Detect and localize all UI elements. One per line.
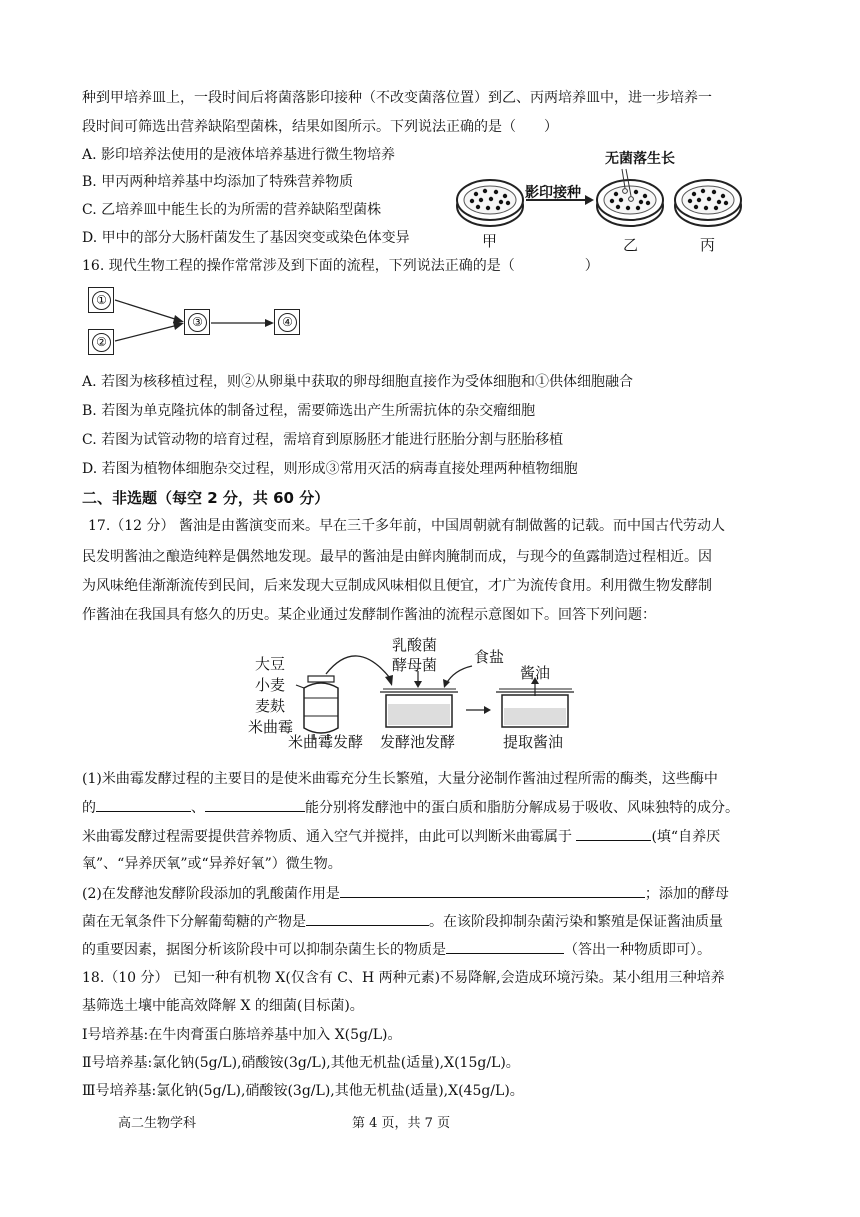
dish-bing — [675, 180, 741, 226]
q17-intro-line1: 17.（12 分） 酱油是由酱演变而来。早在三千多年前，中国周朝就有制做酱的记载。而中国古代劳动人 — [88, 518, 725, 534]
q15-stem-line2: 段时间可筛选出营养缺陷型菌株，结果如图所示。下列说法正确的是（ ） — [82, 119, 558, 135]
q17-intro-line3: 为风味绝佳渐渐流传到民间，后来发现大豆制成风味相似且便宜，才广为流传食用。利用微生物发酵制 — [82, 578, 712, 594]
q15-option-c: C. 乙培养皿中能生长的为所需的营养缺陷型菌株 — [82, 202, 382, 218]
microbe-yeast: 酵母菌 — [392, 656, 438, 674]
dish-label-jia: 甲 — [482, 232, 498, 250]
flow-node-4: ④ — [274, 309, 300, 335]
answer-blank-2[interactable] — [205, 797, 305, 812]
fermentation-pool — [380, 689, 458, 727]
q18-line2: 基筛选土壤中能高效降解 X 的细菌(目标菌)。 — [82, 998, 364, 1014]
dish-label-yi: 乙 — [623, 236, 639, 254]
transfer-arrow-label: 影印接种 — [525, 185, 581, 201]
answer-blank-4[interactable] — [340, 883, 645, 898]
ingredient-bran: 麦麸 — [255, 697, 286, 715]
stage-aspergillus: 米曲霉发酵 — [288, 733, 364, 751]
flow-node-3: ③ — [184, 309, 210, 335]
answer-blank-6[interactable] — [446, 939, 564, 954]
microbe-lactic: 乳酸菌 — [392, 636, 438, 654]
salt-label: 食盐 — [474, 648, 505, 666]
dish-label-bing: 丙 — [700, 236, 716, 254]
q15-option-b: B. 甲丙两种培养基中均添加了特殊营养物质 — [82, 174, 354, 190]
q17-p1-line1: (1)米曲霉发酵过程的主要目的是使米曲霉充分生长繁殖，大量分泌制作酱油过程所需的酶类，这些酶中 — [82, 771, 718, 787]
q17-p1-line2: 的 、 能分别将发酵池中的蛋白质和脂肪分解成易于吸收、风味独特的成分。 — [82, 797, 739, 818]
q17-p2-line1: (2)在发酵池发酵阶段添加的乳酸菌作用是 ；添加的酵母 — [82, 883, 729, 904]
extraction-pool — [496, 677, 574, 727]
flow-node-1: ① — [88, 287, 114, 313]
q16-stem: 16. 现代生物工程的操作常常涉及到下面的流程，下列说法正确的是（ ） — [82, 258, 599, 274]
answer-blank-5[interactable] — [306, 911, 429, 926]
answer-blank-3[interactable] — [576, 826, 651, 841]
q15-option-a: A. 影印培养法使用的是液体培养基进行微生物培养 — [82, 147, 396, 163]
section-heading: 二、非选题（每空 2 分，共 60 分） — [82, 489, 330, 507]
q16-option-a: A. 若图为核移植过程，则②从卵巢中获取的卵母细胞直接作为受体细胞和①供体细胞融合 — [82, 374, 634, 390]
q17-p2-line2: 菌在无氧条件下分解葡萄糖的产物是 。在该阶段抑制杂菌污染和繁殖是保证酱油质量 — [82, 911, 723, 932]
dish-yi — [597, 169, 663, 226]
q15-option-d: D. 甲中的部分大肠杆菌发生了基因突变或染色体变异 — [82, 230, 410, 246]
q17-p2-line3: 的重要因素，据图分析该阶段中可以抑制杂菌生长的物质是 （答出一种物质即可）。 — [82, 939, 711, 960]
q17-p1-line4: 氧”、“异养厌氧”或“异养好氧”）微生物。 — [82, 856, 342, 872]
q17-intro-line4: 作酱油在我国具有悠久的历史。某企业通过发酵制作酱油的流程示意图如下。回答下列问题： — [82, 607, 656, 623]
footer-subject: 高二生物学科 — [118, 1116, 197, 1131]
stage-extract: 提取酱油 — [503, 733, 564, 751]
answer-blank-1[interactable] — [96, 797, 191, 812]
q18-line1: 18.（10 分） 已知一种有机物 X(仅含有 C、H 两种元素)不易降解,会造成环境污染。某小组用三种培养 — [82, 970, 725, 986]
no-colony-label: 无菌落生长 — [605, 151, 675, 167]
q17-intro-line2: 民发明酱油之酿造纯粹是偶然地发现。最早的酱油是由鲜肉腌制而成，与现今的鱼露制造过程相近。因 — [82, 549, 712, 565]
stage-pool: 发酵池发酵 — [380, 733, 456, 751]
q16-option-d: D. 若图为植物体细胞杂交过程，则形成③常用灭活的病毒直接处理两种植物细胞 — [82, 461, 578, 477]
footer-page-number: 第 4 页，共 7 页 — [352, 1116, 451, 1131]
ingredient-aspergillus: 米曲霉 — [248, 718, 294, 736]
q16-option-c: C. 若图为试管动物的培育过程，需培育到原肠胚才能进行胚胎分割与胚胎移植 — [82, 432, 564, 448]
q18-medium-3: Ⅲ号培养基:氯化钠(5g/L),硝酸铵(3g/L),其他无机盐(适量),X(45g/L)。 — [82, 1083, 524, 1099]
ingredient-wheat: 小麦 — [255, 676, 286, 694]
q17-p1-line3: 米曲霉发酵过程需要提供营养物质、通入空气并搅拌，由此可以判断米曲霉属于 (填“自养厌 — [82, 826, 720, 847]
ingredient-soybean: 大豆 — [255, 655, 286, 673]
dish-jia — [457, 180, 523, 226]
q15-stem-line1: 种到甲培养皿上，一段时间后将菌落影印接种（不改变菌落位置）到乙、丙两培养皿中，进一步培养一 — [82, 90, 712, 106]
soy-sauce-label: 酱油 — [520, 664, 551, 682]
q18-medium-2: Ⅱ号培养基:氯化钠(5g/L),硝酸铵(3g/L),其他无机盐(适量),X(15g/L)。 — [82, 1055, 520, 1071]
flow-node-2: ② — [88, 329, 114, 355]
q16-option-b: B. 若图为单克隆抗体的制备过程，需要筛选出产生所需抗体的杂交瘤细胞 — [82, 403, 536, 419]
q18-medium-1: Ⅰ号培养基:在牛肉膏蛋白胨培养基中加入 X(5g/L)。 — [82, 1027, 402, 1043]
